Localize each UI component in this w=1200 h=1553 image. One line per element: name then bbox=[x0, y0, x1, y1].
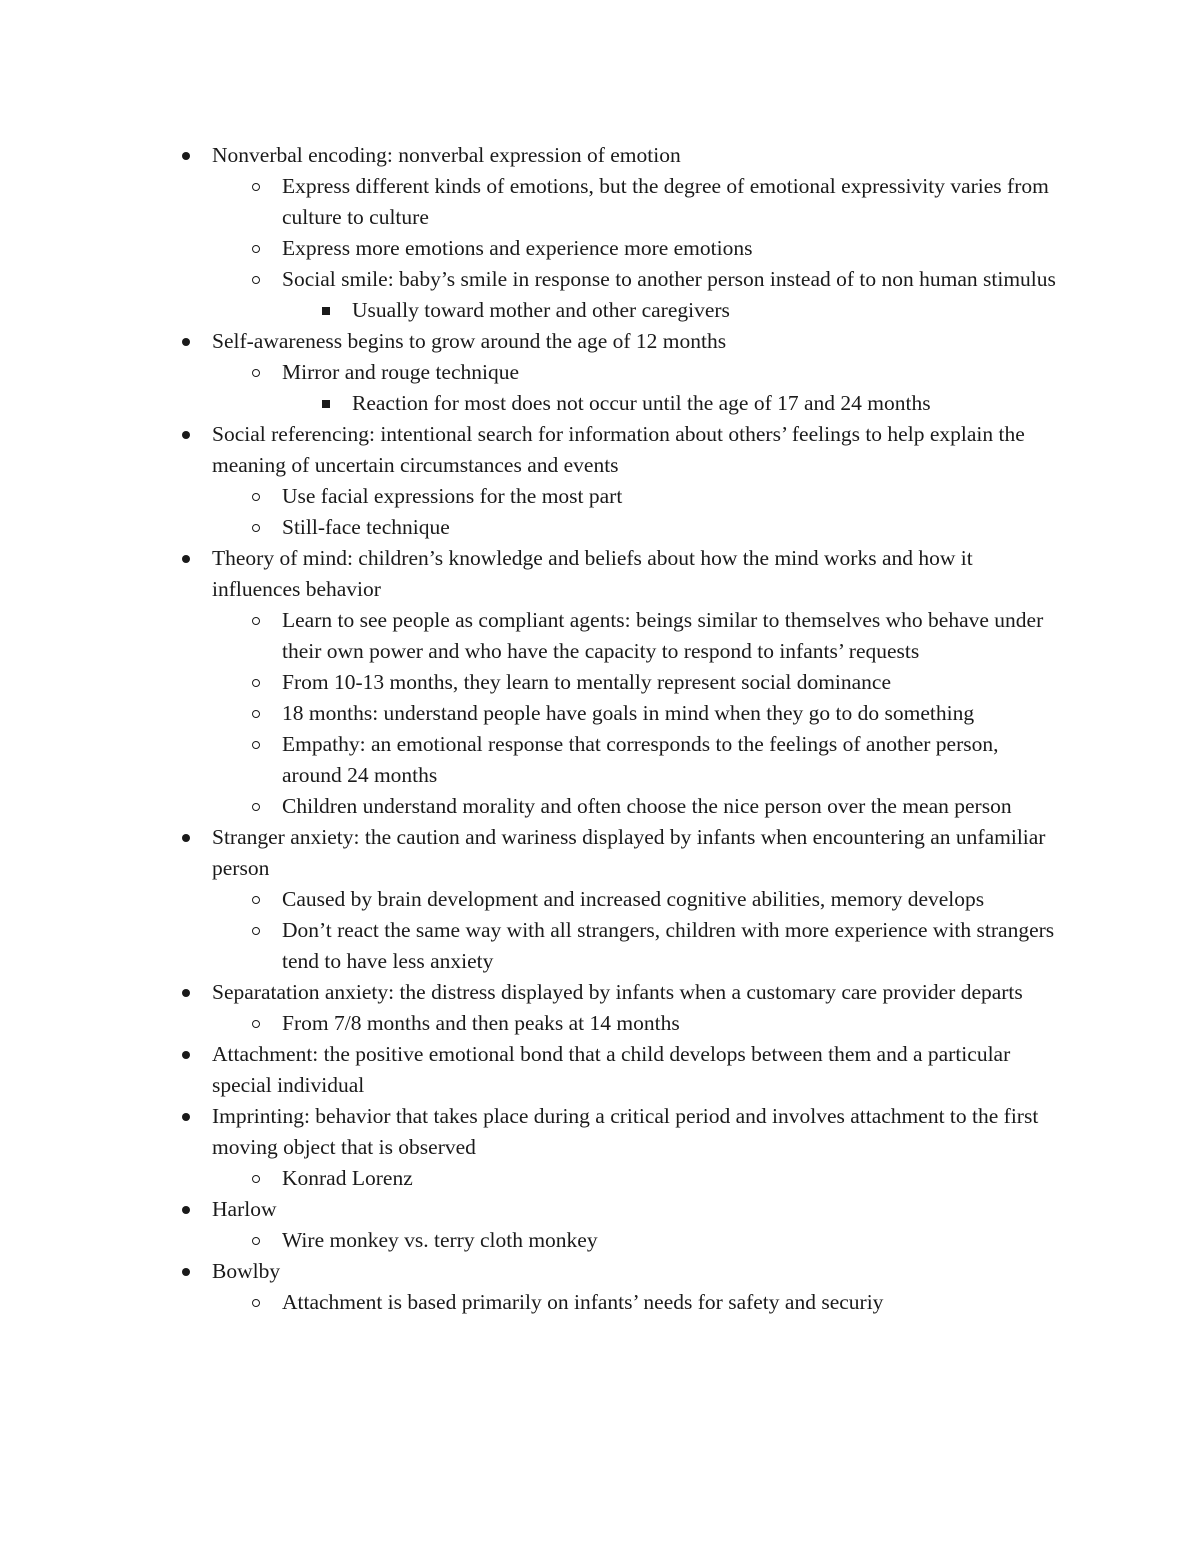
list-item-level-2 bbox=[0, 1287, 1200, 1318]
bullet-circle-icon bbox=[246, 481, 266, 512]
bullet-circle-icon bbox=[246, 667, 266, 698]
bullet-dot-icon bbox=[176, 326, 196, 357]
bullet-square-icon bbox=[316, 295, 336, 326]
bullet-circle-icon bbox=[246, 729, 266, 760]
list-item-level-2 bbox=[0, 1225, 1200, 1256]
list-item-text: Mirror and rouge technique bbox=[282, 360, 520, 384]
bullet-circle-icon bbox=[246, 357, 266, 388]
bullet-list bbox=[0, 140, 1200, 1318]
list-item-level-1 bbox=[0, 1039, 1200, 1101]
list-item-level-2 bbox=[0, 698, 1200, 729]
list-item-text: Social smile: baby’s smile in response to another person instead of to non human stimulus bbox=[282, 267, 1056, 291]
list-item-level-2 bbox=[0, 791, 1200, 822]
list-item-text: Attachment is based primarily on infants’ needs for safety and securiy bbox=[282, 1290, 884, 1314]
list-item-level-2 bbox=[0, 357, 1200, 388]
bullet-circle-icon bbox=[246, 1287, 266, 1318]
list-item-text: Still-face technique bbox=[282, 515, 450, 539]
list-item-level-2 bbox=[0, 1163, 1200, 1194]
bullet-dot-icon bbox=[176, 1194, 196, 1225]
list-item-text: Empathy: an emotional response that corresponds to the feelings of another person, around 24 months bbox=[282, 732, 999, 787]
list-item-level-1 bbox=[0, 977, 1200, 1008]
bullet-circle-icon bbox=[246, 1008, 266, 1039]
list-item-text: Reaction for most does not occur until the age of 17 and 24 months bbox=[352, 391, 931, 415]
list-item-level-2 bbox=[0, 915, 1200, 977]
bullet-dot-icon bbox=[176, 977, 196, 1008]
list-item-text: 18 months: understand people have goals in mind when they go to do something bbox=[282, 701, 975, 725]
list-item-level-2 bbox=[0, 605, 1200, 667]
list-item-level-2 bbox=[0, 171, 1200, 233]
list-item-level-2 bbox=[0, 233, 1200, 264]
bullet-circle-icon bbox=[246, 512, 266, 543]
list-item-text: Don’t react the same way with all strangers, children with more experience with strangers tend to have less anxiety bbox=[282, 918, 1055, 973]
list-item-level-1 bbox=[0, 326, 1200, 357]
list-item-level-1 bbox=[0, 822, 1200, 884]
list-item-text: Attachment: the positive emotional bond that a child develops between them and a particular special individual bbox=[212, 1042, 1011, 1097]
bullet-circle-icon bbox=[246, 1163, 266, 1194]
list-item-text: Self-awareness begins to grow around the age of 12 months bbox=[212, 329, 727, 353]
list-item-text: Caused by brain development and increased cognitive abilities, memory develops bbox=[282, 887, 985, 911]
bullet-dot-icon bbox=[176, 543, 196, 574]
list-item-level-1 bbox=[0, 543, 1200, 605]
list-item-text: Express more emotions and experience more emotions bbox=[282, 236, 753, 260]
list-item-level-2 bbox=[0, 264, 1200, 295]
list-item-text: Social referencing: intentional search for information about others’ feelings to help explain the meaning of uncertain circumstances and events bbox=[212, 422, 1025, 477]
bullet-dot-icon bbox=[176, 140, 196, 171]
list-item-text: Bowlby bbox=[212, 1259, 281, 1283]
list-item-text: Nonverbal encoding: nonverbal expression of emotion bbox=[212, 143, 681, 167]
list-item-text: Imprinting: behavior that takes place during a critical period and involves attachment to the first moving object that is observed bbox=[212, 1104, 1039, 1159]
list-item-text: Konrad Lorenz bbox=[282, 1166, 413, 1190]
bullet-dot-icon bbox=[176, 1256, 196, 1287]
bullet-dot-icon bbox=[176, 822, 196, 853]
bullet-circle-icon bbox=[246, 791, 266, 822]
list-item-level-1 bbox=[0, 1101, 1200, 1163]
bullet-circle-icon bbox=[246, 698, 266, 729]
list-item-text: Use facial expressions for the most part bbox=[282, 484, 623, 508]
list-item-text: Separatation anxiety: the distress displayed by infants when a customary care provider departs bbox=[212, 980, 1023, 1004]
list-item-text: Wire monkey vs. terry cloth monkey bbox=[282, 1228, 598, 1252]
list-item-level-1 bbox=[0, 1194, 1200, 1225]
list-item-text: From 10-13 months, they learn to mentally represent social dominance bbox=[282, 670, 892, 694]
list-item-text: Stranger anxiety: the caution and wariness displayed by infants when encountering an unfamiliar person bbox=[212, 825, 1046, 880]
bullet-circle-icon bbox=[246, 264, 266, 295]
list-item-level-3 bbox=[0, 295, 1200, 326]
list-item-level-1 bbox=[0, 1256, 1200, 1287]
list-item-text: Harlow bbox=[212, 1197, 277, 1221]
list-item-level-2 bbox=[0, 1008, 1200, 1039]
bullet-circle-icon bbox=[246, 233, 266, 264]
bullet-square-icon bbox=[316, 388, 336, 419]
bullet-circle-icon bbox=[246, 171, 266, 202]
list-item-level-2 bbox=[0, 512, 1200, 543]
bullet-circle-icon bbox=[246, 884, 266, 915]
bullet-dot-icon bbox=[176, 1101, 196, 1132]
bullet-circle-icon bbox=[246, 915, 266, 946]
bullet-dot-icon bbox=[176, 1039, 196, 1070]
bullet-circle-icon bbox=[246, 1225, 266, 1256]
list-item-text: From 7/8 months and then peaks at 14 months bbox=[282, 1011, 680, 1035]
list-item-level-1 bbox=[0, 419, 1200, 481]
bullet-circle-icon bbox=[246, 605, 266, 636]
list-item-level-2 bbox=[0, 667, 1200, 698]
list-item-level-2 bbox=[0, 884, 1200, 915]
list-item-level-3 bbox=[0, 388, 1200, 419]
list-item-level-1 bbox=[0, 140, 1200, 171]
bullet-dot-icon bbox=[176, 419, 196, 450]
list-item-text: Children understand morality and often choose the nice person over the mean person bbox=[282, 794, 1012, 818]
list-item-text: Express different kinds of emotions, but the degree of emotional expressivity varies from culture to culture bbox=[282, 174, 1049, 229]
list-item-level-2 bbox=[0, 481, 1200, 512]
list-item-text: Usually toward mother and other caregivers bbox=[352, 298, 730, 322]
list-item-level-2 bbox=[0, 729, 1200, 791]
list-item-text: Theory of mind: children’s knowledge and beliefs about how the mind works and how it influences behavior bbox=[212, 546, 973, 601]
list-item-text: Learn to see people as compliant agents: beings similar to themselves who behave under their own power and who have the capacity to respond to infants’ requests bbox=[282, 608, 1044, 663]
